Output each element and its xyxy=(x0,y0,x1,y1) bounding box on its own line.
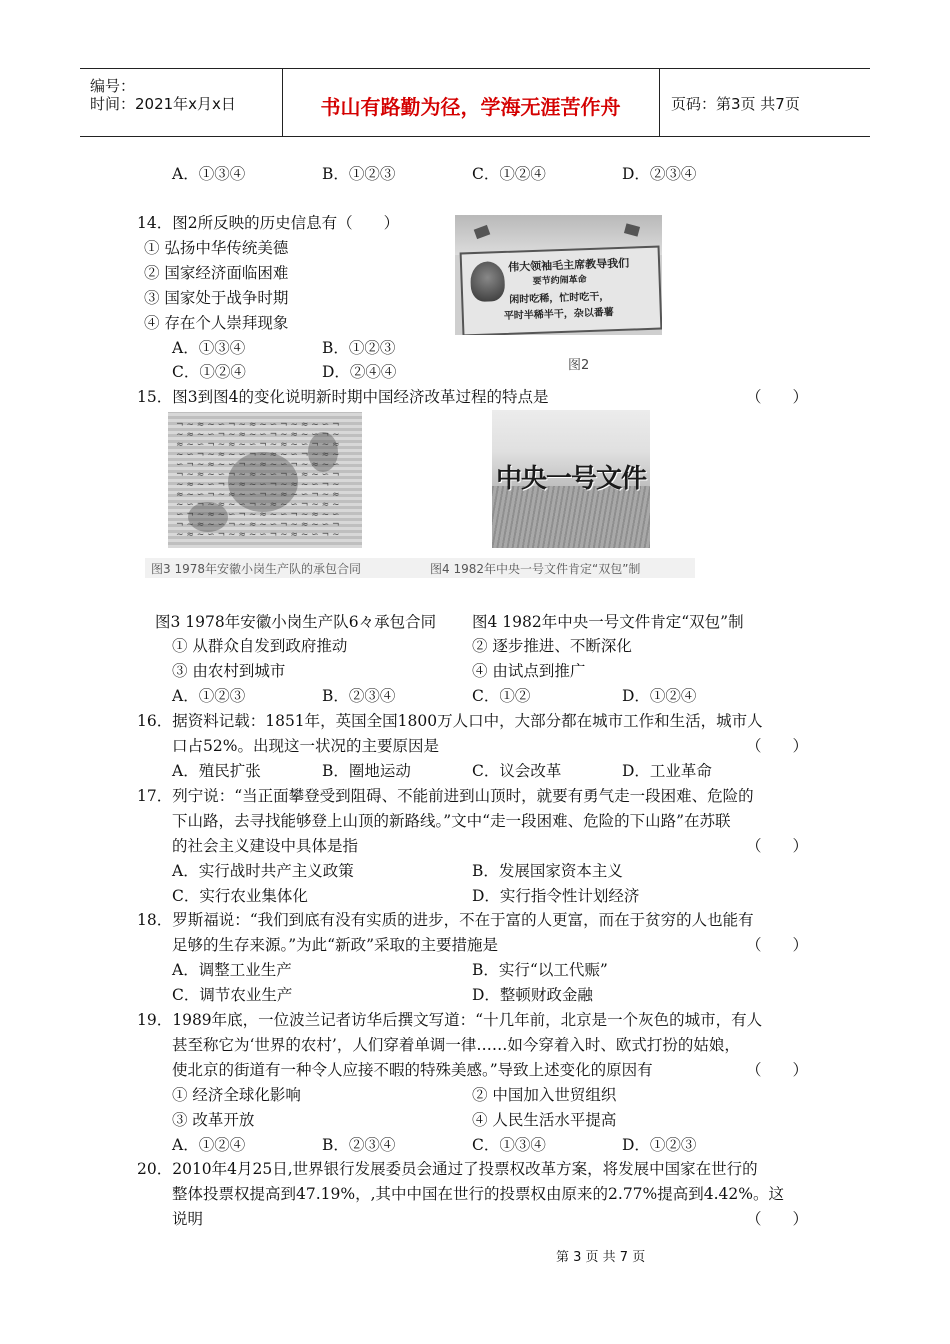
image-caption-left: 图3 1978年安徽小岗生产队的承包合同 xyxy=(151,562,361,576)
image-caption-right: 图4 1982年中央一号文件肯定“双包”制 xyxy=(430,562,641,576)
page-footer: 第 3 页 共 7 页 xyxy=(556,1250,646,1265)
q14-item-3: ③ 国家处于战争时期 xyxy=(144,289,289,307)
poster-line-3: 闲时吃稀，忙时吃干， xyxy=(509,291,610,306)
q14-option-b: B．①②③ xyxy=(322,339,396,357)
q15-item-4: ④ 由试点到推广 xyxy=(472,662,586,680)
q18-option-b: B．实行“以工代赈” xyxy=(472,961,608,979)
q17-option-c: C．实行农业集体化 xyxy=(172,887,308,905)
q13-option-d: D．②③④ xyxy=(622,165,697,183)
q20-line-1: 20．2010年4月25日,世界银行发展委员会通过了投票权改革方案，将发展中国家在世行的 xyxy=(137,1160,758,1178)
q14-item-2: ② 国家经济面临困难 xyxy=(144,264,289,282)
q15-item-3: ③ 由农村到城市 xyxy=(172,662,286,680)
q15-answer-paren: （ ） xyxy=(746,388,809,406)
figure-3-4-image-caption xyxy=(145,558,695,578)
q14-option-a: A．①③④ xyxy=(172,339,246,357)
q13-option-b: B．①②③ xyxy=(322,165,396,183)
q16-option-d: D．工业革命 xyxy=(622,762,712,780)
q18-option-d: D．整顿财政金融 xyxy=(472,986,593,1004)
q17-option-d: D．实行指令性计划经济 xyxy=(472,887,640,905)
q19-option-a: A．①②④ xyxy=(172,1136,246,1154)
q17-line-1: 17．列宁说：“当正面攀登受到阻碍、不能前进到山顶时，就要有勇气走一段困难、危险的 xyxy=(137,787,754,805)
q13-option-c: C．①②④ xyxy=(472,165,546,183)
header-divider xyxy=(659,69,660,136)
poster-line-4: 平时半稀半干，杂以番薯 xyxy=(503,307,614,323)
q15-caption-left: 图3 1978年安徽小岗生产队6々承包合同 xyxy=(155,613,437,631)
q15-option-b: B．②③④ xyxy=(322,687,396,705)
q18-answer-paren: （ ） xyxy=(746,936,809,954)
q20-line-3: 说明 xyxy=(172,1210,204,1228)
q19-option-d: D．①②③ xyxy=(622,1136,697,1154)
q15-option-c: C．①② xyxy=(472,687,531,705)
q17-line-3: 的社会主义建设中具体是指 xyxy=(172,837,359,855)
poster-line-2: 要节约闹革命 xyxy=(532,275,587,287)
q16-line-2: 口占52%。出现这一状况的主要原因是 xyxy=(172,737,439,755)
q14-item-4: ④ 存在个人崇拜现象 xyxy=(144,314,289,332)
figure-2-poster-image xyxy=(455,215,662,335)
q20-line-2: 整体投票权提高到47.19%，,其中中国在世行的投票权由原来的2.77%提高到4.42%。这 xyxy=(172,1185,785,1203)
q14-option-d: D．②④④ xyxy=(322,363,397,381)
q16-option-a: A．殖民扩张 xyxy=(172,762,261,780)
q13-option-a: A．①③④ xyxy=(172,165,246,183)
q19-line-1: 19．1989年底，一位波兰记者访华后撰文写道：“十几年前，北京是一个灰色的城市，有人 xyxy=(137,1011,763,1029)
figure-4-document-image xyxy=(492,410,650,548)
q17-line-2: 下山路，去寻找能够登上山顶的新路线。”文中“走一段困难、危险的下山路”在苏联 xyxy=(172,812,731,830)
q19-option-b: B．②③④ xyxy=(322,1136,396,1154)
q15-item-1: ① 从群众自发到政府推动 xyxy=(172,637,348,655)
q19-option-c: C．①③④ xyxy=(472,1136,546,1154)
header-motto: 书山有路勤为径，学海无涯苦作舟 xyxy=(320,95,621,119)
q19-item-2: ② 中国加入世贸组织 xyxy=(472,1086,617,1104)
q15-item-2: ② 逐步推进、不断深化 xyxy=(472,637,632,655)
q18-option-a: A．调整工业生产 xyxy=(172,961,292,979)
header-page-info: 页码：第3页 共7页 xyxy=(671,95,800,113)
q18-option-c: C．调节农业生产 xyxy=(172,986,293,1004)
q17-option-b: B．发展国家资本主义 xyxy=(472,862,623,880)
q14-stem: 14．图2所反映的历史信息有（ ） xyxy=(137,214,400,232)
portrait-icon xyxy=(470,261,505,302)
q15-option-d: D．①②④ xyxy=(622,687,697,705)
figure-4-title: 中央一号文件 xyxy=(495,464,646,494)
q19-answer-paren: （ ） xyxy=(746,1061,809,1079)
q16-option-b: B．圈地运动 xyxy=(322,762,411,780)
q17-option-a: A．实行战时共产主义政策 xyxy=(172,862,354,880)
q19-item-3: ③ 改革开放 xyxy=(172,1111,255,1129)
q14-item-1: ① 弘扬中华传统美德 xyxy=(144,239,289,257)
q16-option-c: C．议会改革 xyxy=(472,762,562,780)
q15-stem: 15．图3到图4的变化说明新时期中国经济改革过程的特点是 xyxy=(137,388,549,406)
q19-item-4: ④ 人民生活水平提高 xyxy=(472,1111,617,1129)
q20-answer-paren: （ ） xyxy=(746,1210,809,1228)
q17-answer-paren: （ ） xyxy=(746,837,809,855)
q18-line-2: 足够的生存来源。”为此“新政”采取的主要措施是 xyxy=(172,936,499,954)
poster-line-1: 伟大领袖毛主席教导我们 xyxy=(507,256,630,274)
q15-option-a: A．①②③ xyxy=(172,687,246,705)
q19-item-1: ① 经济全球化影响 xyxy=(172,1086,301,1104)
q14-option-c: C．①②④ xyxy=(172,363,246,381)
figure-2-label: 图2 xyxy=(568,358,590,373)
figure-3-contract-image: ¬ ∼ ≈ ~ ∽ ¬ ∼ ≈ ~ ∽ ¬ ∼ ≈ ~ ∽ ¬ ∼ ≈ ~ ∽ ¬ ∼ ≈ ~ ∽ ¬ ∼ ≈ ~ ∽ ¬ ∼ ≈ ~ ∽ ¬ ∼ ≈ ~ ∽ ¬ ∼ ≈ ~ ∽ ¬ ∼ ≈ ~ ∽ ¬ ∼ ≈ ~ ∽ ¬ ∼ ≈ ~ ∽ ¬ ∼ ≈ ~ ∽ ¬ ∼ ≈ ~ ∽ ¬ ∼ ≈ ~ ∽ ¬ ∼ ≈ ~ ∽ ¬ ∼ ≈ ~ ∽ ¬ ∼ ≈ ~ ∽ ¬ ∼ ≈ ~ ∽ ¬ ∼ ≈ ~ ∽ ¬ ∼ ≈ ~ ∽ ¬ ∼ ≈ ~ ∽ ¬ ∼ ≈ ~ ∽ ¬ ∼ ≈ ~ ∽ ¬ ∼ ≈ ~ ∽ ¬ ∼ ≈ ~ ∽ ¬ ∼ ≈ ~ ∽ ¬ ∼ ≈ ~ ∽ ¬ ∼ ≈ ~ ∽ ¬ ∼ ≈ ~ ∽ ¬ ∼ ≈ ~ ∽ ¬ ∼ ≈ ~ ∽ ¬ ∼ ≈ ~ ∽ ¬ ∼ ≈ ~ ∽ ¬ ∼ ≈ ~ ∽ ¬ ∼ ≈ ~ ∽ ¬ ∼ ≈ ~ ∽ ¬ ∼ ≈ ~ ∽ ¬ ∼ xyxy=(168,412,362,548)
code-label: 编号： xyxy=(90,77,136,95)
date-label: 时间：2021年x月x日 xyxy=(90,95,236,113)
q19-line-3: 使北京的街道有一种令人应接不暇的特殊美感。”导致上述变化的原因有 xyxy=(172,1061,653,1079)
q15-caption-right: 图4 1982年中央一号文件肯定“双包”制 xyxy=(472,613,744,631)
q18-line-1: 18．罗斯福说：“我们到底有没有实质的进步，不在于富的人更富，而在于贫穷的人也能有 xyxy=(137,911,754,929)
page-header xyxy=(80,68,870,137)
q16-answer-paren: （ ） xyxy=(746,737,809,755)
q16-line-1: 16．据资料记载：1851年，英国全国1800万人口中，大部分都在城市工作和生活，城市人 xyxy=(137,712,763,730)
q19-line-2: 甚至称它为‘世界的农村’，人们穿着单调一律……如今穿着入时、欧式打扮的姑娘， xyxy=(172,1036,740,1054)
